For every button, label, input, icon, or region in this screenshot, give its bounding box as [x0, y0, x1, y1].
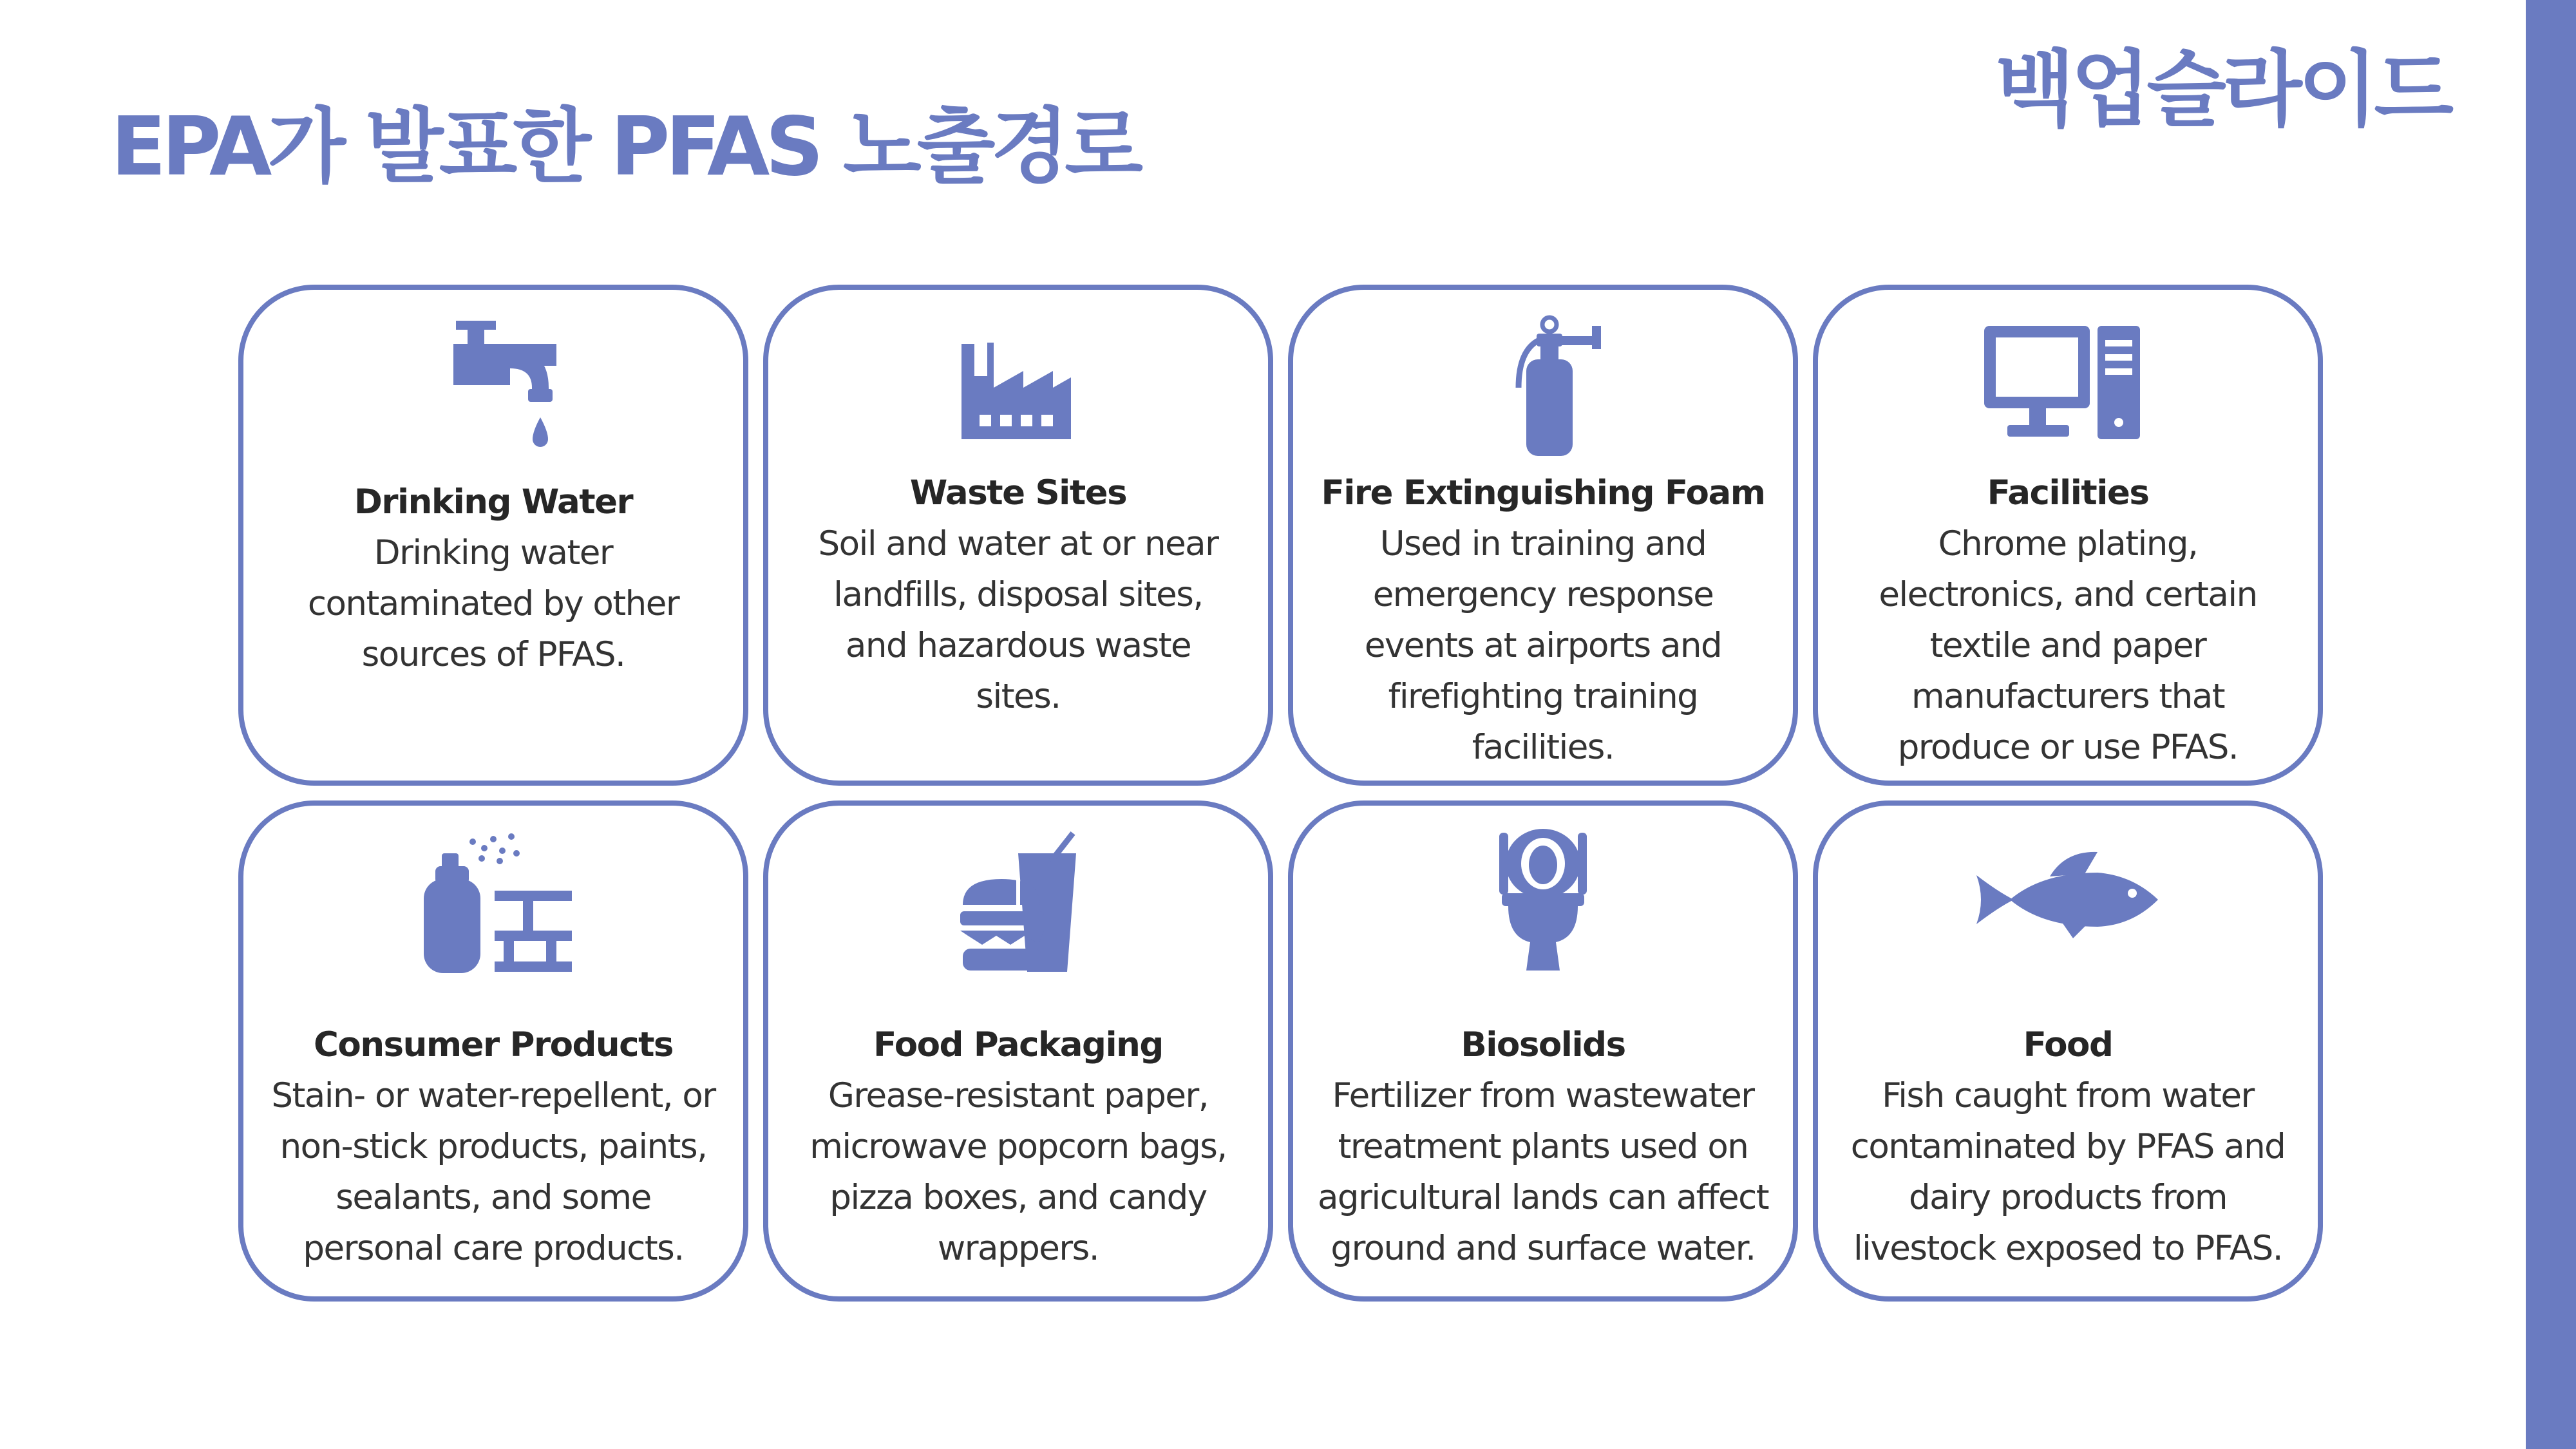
- card-heading: Food: [2023, 1025, 2113, 1065]
- card-description: Chrome plating, electronics, and certain textile and paper manufacturers that produce or use PFAS.: [1879, 524, 2257, 767]
- card-description: Stain- or water-repellent, or non-stick products, paints, sealants, and some personal care products.: [271, 1076, 715, 1268]
- accent-sidebar: [2526, 0, 2576, 1449]
- toilet-icon: [1293, 828, 1793, 976]
- card-fire-extinguishing-foam: [1288, 285, 1798, 786]
- card-description: Used in training and emergency response events at airports and firefighting training facilities.: [1364, 524, 1722, 767]
- card-heading: Facilities: [1987, 473, 2149, 513]
- card-heading: Fire Extinguishing Foam: [1321, 473, 1765, 513]
- page-title: EPA가 발표한 PFAS 노출경로: [111, 99, 1139, 194]
- card-description: Fertilizer from wastewater treatment plants used on agricultural lands can affect ground and surface water.: [1317, 1076, 1769, 1268]
- card-food: [1813, 800, 2323, 1302]
- card-food-packaging: [763, 800, 1273, 1302]
- card-consumer-products: [238, 800, 748, 1302]
- spray-can-icon: [243, 828, 743, 976]
- card-drinking-water: [238, 285, 748, 786]
- card-description: Fish caught from water contaminated by PFAS and dairy products from livestock exposed to PFAS.: [1850, 1076, 2286, 1268]
- card-facilities: [1813, 285, 2323, 786]
- factory-icon: [768, 312, 1268, 460]
- card-heading: Biosolids: [1461, 1025, 1625, 1065]
- card-heading: Drinking Water: [354, 482, 633, 522]
- card-heading: Waste Sites: [909, 473, 1127, 513]
- card-description: Grease-resistant paper, microwave popcorn bags, pizza boxes, and candy wrappers.: [810, 1076, 1227, 1268]
- card-waste-sites: [763, 285, 1273, 786]
- brand-label: 백업슬라이드: [1995, 42, 2450, 138]
- computer-icon: [1818, 312, 2318, 460]
- exposure-routes-grid: [238, 285, 2323, 1302]
- fire-extinguisher-icon: [1293, 312, 1793, 460]
- card-description: Soil and water at or near landfills, disposal sites, and hazardous waste sites.: [818, 524, 1218, 716]
- card-description: Drinking water contaminated by other sources of PFAS.: [307, 533, 679, 674]
- card-heading: Food Packaging: [873, 1025, 1163, 1065]
- faucet-icon: [243, 312, 743, 460]
- card-biosolids: [1288, 800, 1798, 1302]
- fish-icon: [1818, 828, 2318, 976]
- fast-food-icon: [768, 828, 1268, 976]
- card-heading: Consumer Products: [314, 1025, 673, 1065]
